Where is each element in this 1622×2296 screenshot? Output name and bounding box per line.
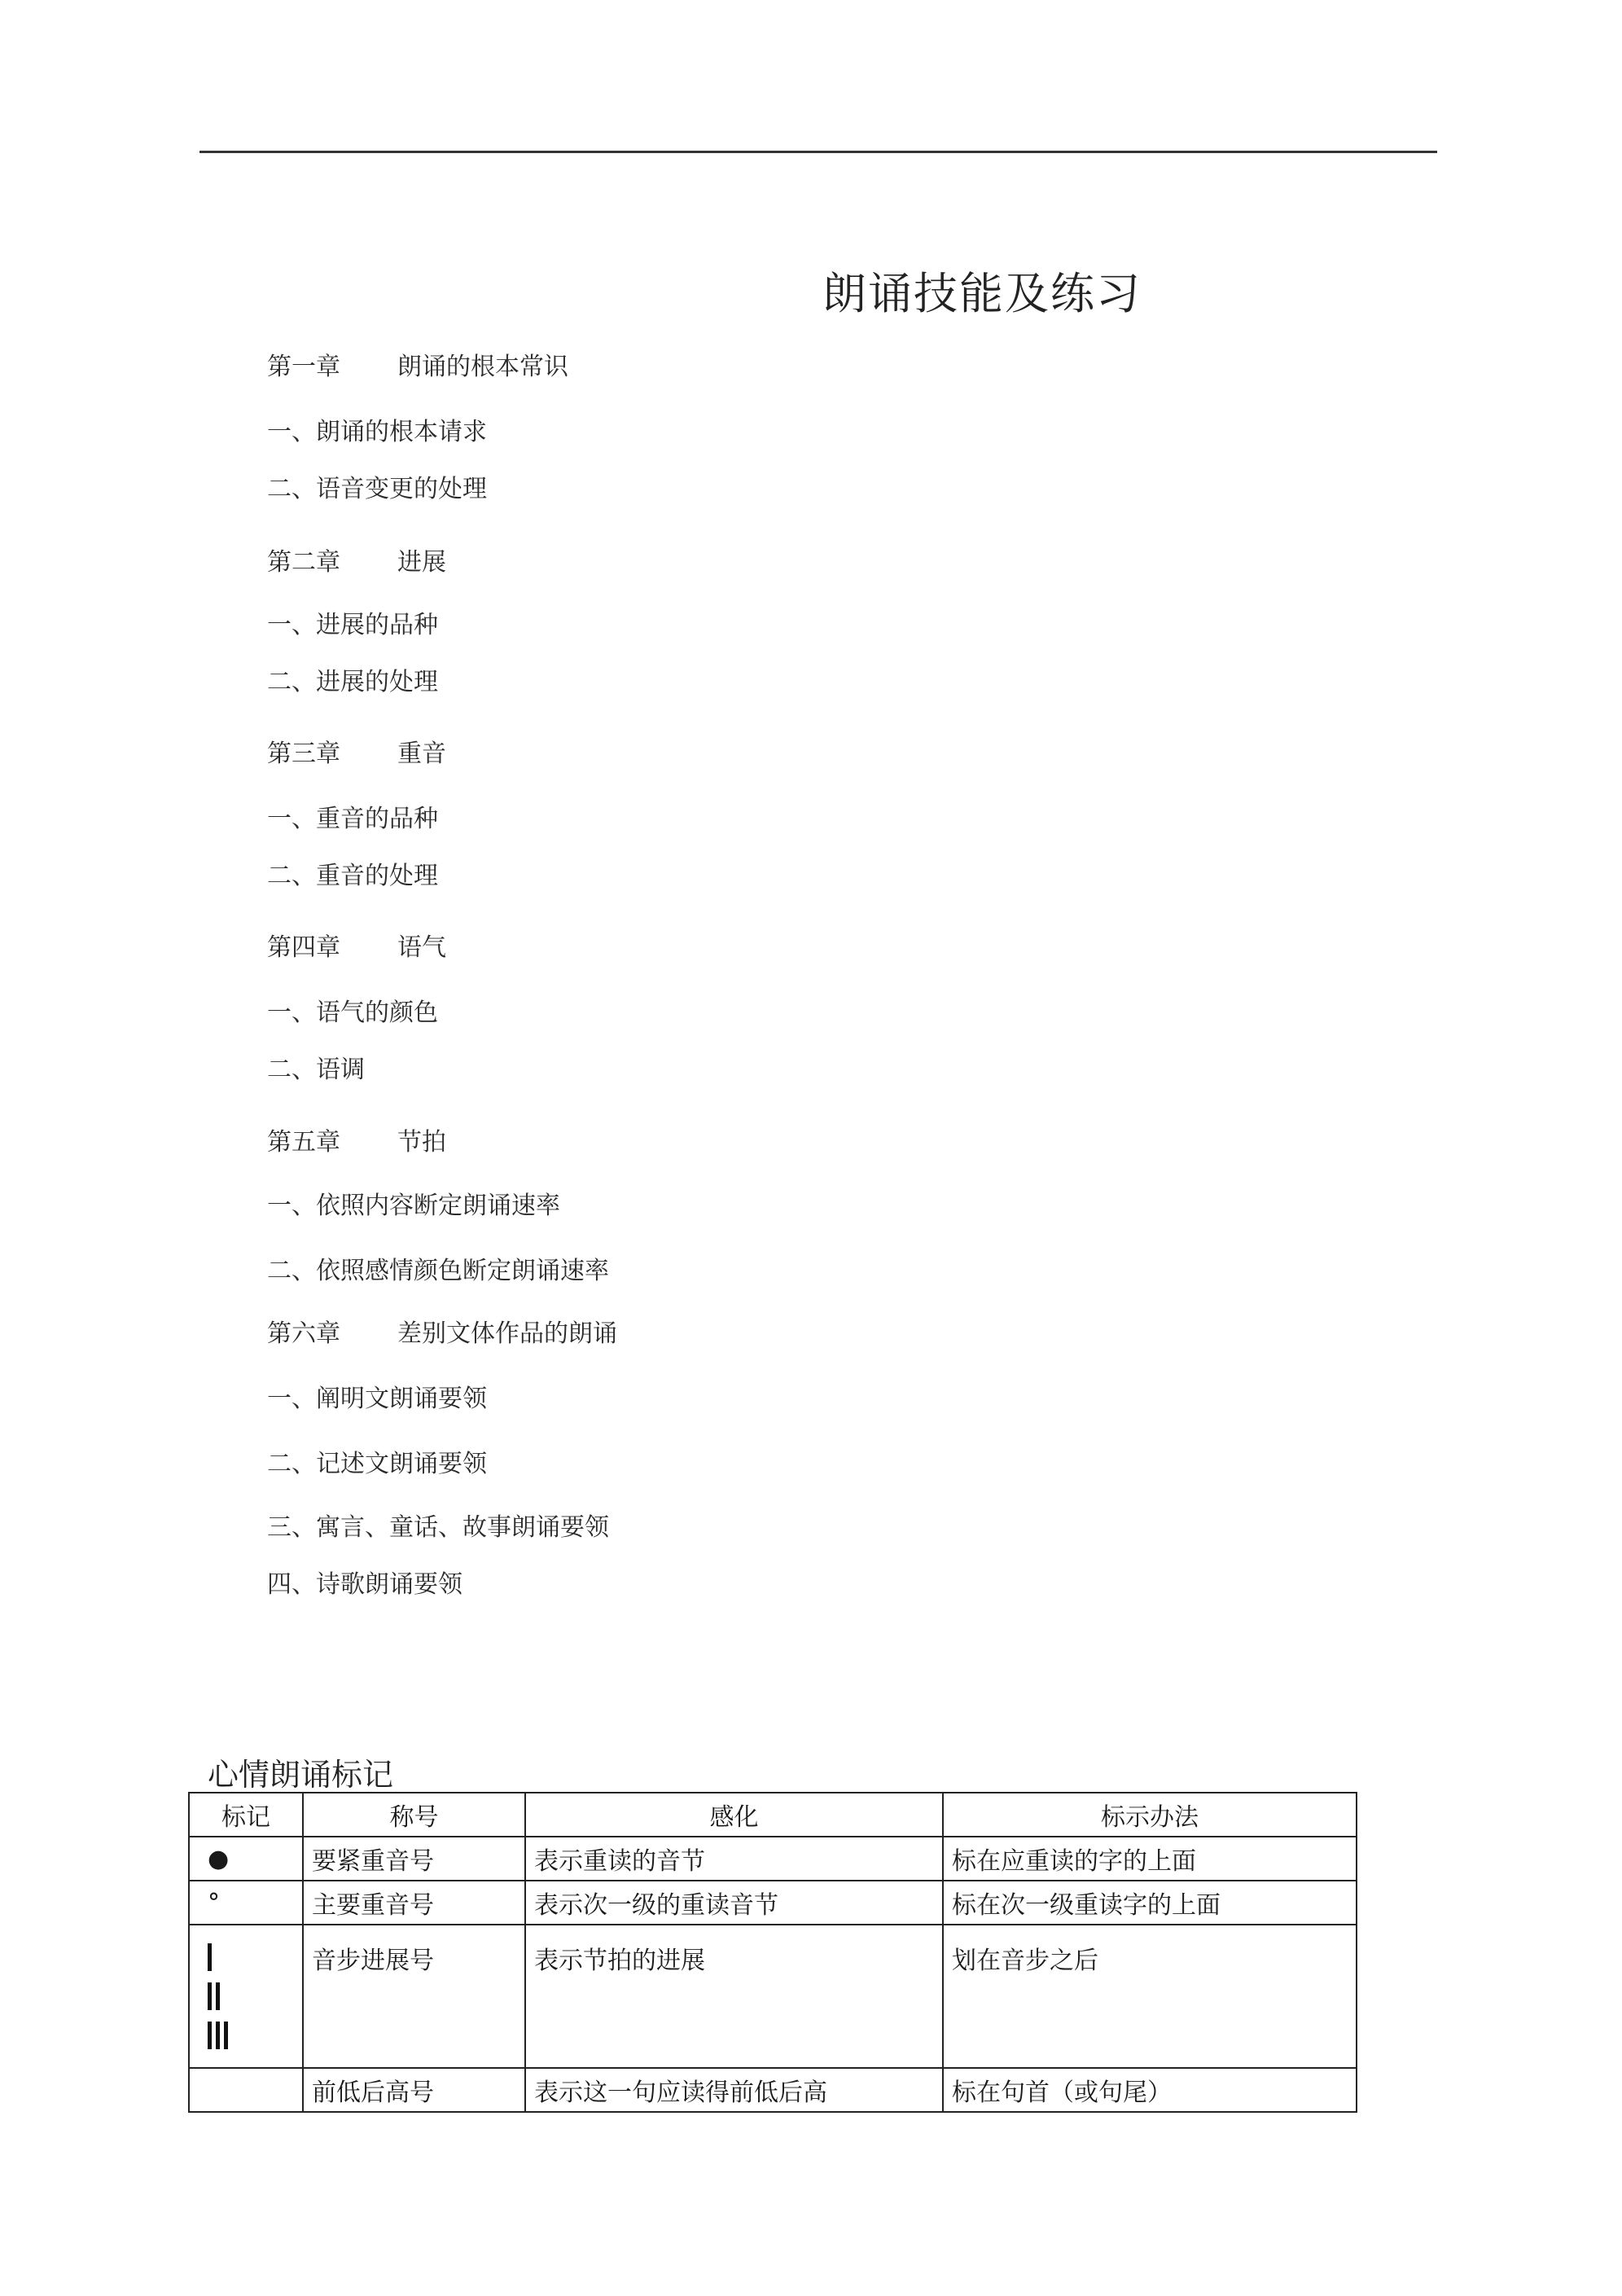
chapter-number: 第一章 bbox=[267, 353, 340, 381]
mark-name: 主要重音号 bbox=[303, 1881, 525, 1925]
chapter-number: 第三章 bbox=[267, 740, 340, 768]
mark-name: 音步进展号 bbox=[303, 1925, 525, 2068]
chapter-title: 节拍 bbox=[397, 1128, 446, 1157]
chapter-title: 重音 bbox=[397, 740, 446, 768]
double-bar-icon bbox=[208, 1982, 302, 2010]
table-row bbox=[189, 1881, 1357, 1925]
triple-bar-icon bbox=[208, 2022, 302, 2049]
toc-item: 二、重音的处理 bbox=[267, 862, 438, 890]
mark-name: 前低后高号 bbox=[303, 2068, 525, 2112]
header-rule bbox=[199, 151, 1437, 153]
toc-item: 二、记述文朗诵要领 bbox=[267, 1450, 487, 1478]
toc-item: 二、进展的处理 bbox=[267, 668, 438, 696]
toc-item: 三、寓言、童话、故事朗诵要领 bbox=[267, 1513, 609, 1542]
toc-chapter bbox=[267, 1122, 446, 1157]
toc-item: 一、语气的颜色 bbox=[267, 999, 438, 1027]
toc-item: 一、阐明文朗诵要领 bbox=[267, 1385, 487, 1413]
toc-chapter bbox=[267, 733, 446, 769]
toc-item: 四、诗歌朗诵要领 bbox=[267, 1570, 462, 1599]
chapter-number: 第四章 bbox=[267, 933, 340, 962]
single-bar-icon bbox=[208, 1943, 302, 1971]
chapter-title: 进展 bbox=[397, 548, 446, 577]
mark-effect: 表示这一句应读得前低后高 bbox=[525, 2068, 943, 2112]
mark-symbol: ● bbox=[189, 1837, 303, 1881]
chapter-title: 朗诵的根本常识 bbox=[397, 353, 568, 381]
toc-chapter bbox=[267, 927, 446, 963]
toc-item: 二、依照感情颜色断定朗诵速率 bbox=[267, 1257, 609, 1285]
table-row bbox=[189, 2068, 1357, 2112]
mark-method: 标在应重读的字的上面 bbox=[943, 1837, 1357, 1881]
mark-method: 标在次一级重读字的上面 bbox=[943, 1881, 1357, 1925]
toc-item: 二、语音变更的处理 bbox=[267, 475, 487, 503]
table-header-row bbox=[189, 1793, 1357, 1837]
mark-name: 要紧重音号 bbox=[303, 1837, 525, 1881]
pause-bars-icon bbox=[208, 1940, 302, 2049]
mark-effect: 表示节拍的进展 bbox=[525, 1925, 943, 2068]
toc-chapter bbox=[267, 542, 446, 577]
chapter-number: 第五章 bbox=[267, 1128, 340, 1157]
column-header: 感化 bbox=[525, 1793, 943, 1837]
toc-item: 一、进展的品种 bbox=[267, 611, 438, 639]
toc-item: 一、朗诵的根本请求 bbox=[267, 418, 487, 446]
mark-symbol: ° bbox=[189, 1881, 303, 1925]
table-row bbox=[189, 1925, 1357, 2068]
toc-item: 二、语调 bbox=[267, 1056, 365, 1084]
column-header: 标记 bbox=[189, 1793, 303, 1837]
mark-symbol bbox=[189, 1925, 303, 2068]
table-caption: 心情朗诵标记 bbox=[208, 1757, 394, 1793]
column-header: 称号 bbox=[303, 1793, 525, 1837]
toc-chapter bbox=[267, 346, 568, 382]
marks-table bbox=[188, 1792, 1357, 2113]
chapter-number: 第二章 bbox=[267, 548, 340, 577]
chapter-title: 语气 bbox=[397, 933, 446, 962]
mark-effect: 表示重读的音节 bbox=[525, 1837, 943, 1881]
mark-method: 标在句首（或句尾） bbox=[943, 2068, 1357, 2112]
chapter-number: 第六章 bbox=[267, 1319, 340, 1348]
toc-chapter bbox=[267, 1313, 617, 1349]
document-title: 朗诵技能及练习 bbox=[822, 268, 1142, 319]
mark-symbol bbox=[189, 2068, 303, 2112]
chapter-title: 差别文体作品的朗诵 bbox=[397, 1319, 617, 1348]
toc-item: 一、依照内容断定朗诵速率 bbox=[267, 1192, 560, 1220]
table-row bbox=[189, 1837, 1357, 1881]
toc-item: 一、重音的品种 bbox=[267, 805, 438, 833]
mark-effect: 表示次一级的重读音节 bbox=[525, 1881, 943, 1925]
column-header: 标示办法 bbox=[943, 1793, 1357, 1837]
mark-method: 划在音步之后 bbox=[943, 1925, 1357, 2068]
